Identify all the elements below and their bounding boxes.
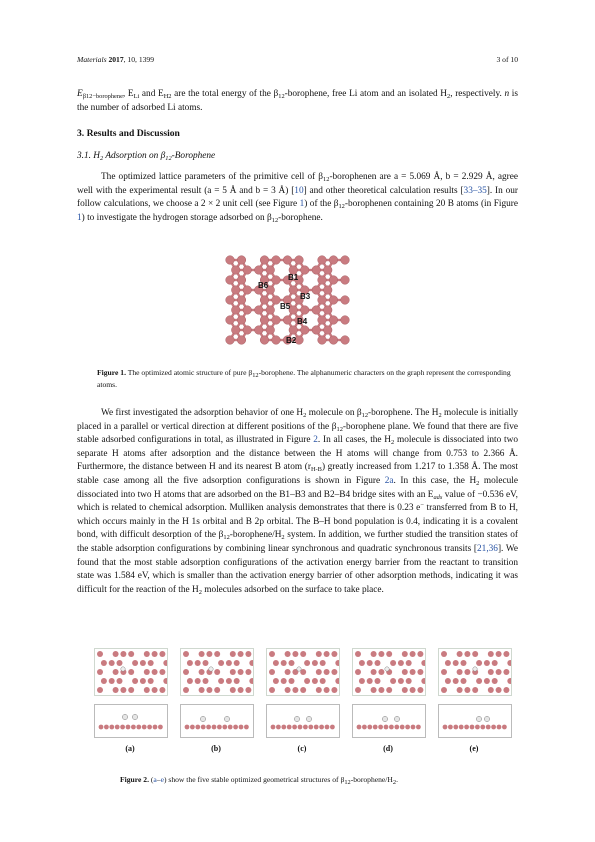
atom-label: B4: [297, 317, 308, 326]
figure-link[interactable]: 2a: [384, 475, 394, 486]
boron-atom: [312, 266, 321, 275]
boron-atom: [266, 266, 275, 275]
boron-atom: [243, 286, 252, 295]
boron-atom: [243, 266, 252, 275]
boron-atom: [289, 286, 298, 295]
boron-atom: [226, 296, 235, 305]
panel-label: (b): [211, 744, 221, 753]
boron-atom: [237, 256, 246, 265]
boron-atom: [226, 276, 235, 285]
boron-atom: [289, 326, 298, 335]
borophene-structure-image: [220, 252, 356, 352]
figure-2-panel: [438, 648, 510, 753]
figure-2-panel: [180, 648, 252, 753]
journal-year: 2017: [108, 55, 124, 64]
panel-label: (e): [469, 744, 479, 753]
figure-link[interactable]: e: [160, 775, 164, 784]
boron-atom: [243, 306, 252, 315]
atom-label: B3: [300, 292, 311, 301]
boron-atom: [231, 286, 240, 295]
figure-link[interactable]: a: [153, 775, 157, 784]
figure-link[interactable]: 1: [77, 212, 82, 223]
boron-atom: [318, 256, 327, 265]
figure-2-caption: Figure 2. (a–e) show the five stable optimized geometrical structures of $\beta_{12}-borophene/H_2$.: [120, 775, 399, 786]
boron-atom: [329, 296, 338, 305]
journal-name: Materials: [77, 55, 107, 64]
boron-atom: [231, 266, 240, 275]
boron-atom: [341, 276, 350, 285]
boron-atom: [318, 296, 327, 305]
boron-atom: [226, 316, 235, 325]
boron-atom: [283, 316, 292, 325]
side-view-image: [438, 704, 512, 738]
atom-label: B1: [288, 273, 299, 282]
boron-atom: [323, 326, 332, 335]
boron-atom: [312, 326, 321, 335]
top-view-image: [438, 648, 512, 696]
boron-atom: [341, 336, 350, 345]
boron-atom: [329, 316, 338, 325]
boron-atom: [295, 256, 304, 265]
panel-label: (d): [383, 744, 393, 753]
boron-atom: [323, 306, 332, 315]
boron-atom: [300, 326, 309, 335]
boron-atom: [318, 336, 327, 345]
boron-atom: [283, 256, 292, 265]
boron-atom: [323, 266, 332, 275]
boron-atom: [254, 326, 263, 335]
figure-2-panel: [266, 648, 338, 753]
side-view-image: [180, 704, 254, 738]
boron-atom: [272, 336, 281, 345]
ref-link[interactable]: 33–35: [463, 185, 487, 196]
boron-atom: [231, 326, 240, 335]
boron-atom: [254, 306, 263, 315]
panel-label: (a): [125, 744, 135, 753]
paragraph-adsorption: We first investigated the adsorption behavior of one $H_2$ molecule on $\beta_{12}$-borophene. The $H_2$ molecule is initially placed in a parallel or vertical direction at different positions of the $\beta_{12}$-borophene plane. We found that there are five stable adsorbed configurations in total, as illustrated in Figure 2. In all cases, the $H_2$ molecule is dissociated into two separate H atoms after adsorption and the distance between the H atoms will change from 0.753 to 2.366 Å. Furthermore, the distance between H and its nearest B atom $(r_{H-B})$ greatly increased from 1.217 to 1.358 Å. The most stable case among all the five adsorption configurations is shown in Figure 2a. In this case, the $H_2$ molecule dissociated into two H atoms that are adsorbed on the B1–B3 and B2–B4 bridge sites with an $E_{ads}$ value of −0.536 eV, which is related to chemical adsorption. Mulliken analysis demonstrates that there is 0.23 e− transferred from B to H, which occurs mainly in the H 1s orbital and B 2p orbital. The B–H bond population is 0.4, indicating it is a covalent bond, with difficult desorption of the $\beta_{12}-borophene/H_2$ system. In addition, we further studied the transition states of the stable adsorption configurations by combining linear synchronous and quadratic synchronous transits [21,36]. We found that the most stable adsorption configurations of the activation energy barrier from the reactant to transition state was 1.584 eV, which is smaller than the activation energy barrier of other adsorption methods, indicating it was difficult for the reaction of the $H_2$ molecules adsorbed on the surface to take place.: [77, 408, 519, 596]
boron-atom: [341, 256, 350, 265]
boron-atom: [329, 256, 338, 265]
boron-atom: [260, 296, 269, 305]
boron-atom: [272, 296, 281, 305]
boron-atom: [272, 316, 281, 325]
boron-atom: [260, 256, 269, 265]
ref-link[interactable]: 10: [294, 185, 304, 196]
figure-1-structure: [220, 252, 356, 352]
boron-atom: [323, 286, 332, 295]
boron-atom: [341, 296, 350, 305]
boron-atom: [237, 336, 246, 345]
boron-atom: [237, 316, 246, 325]
boron-atom: [329, 276, 338, 285]
journal-citation: [77, 55, 154, 64]
top-view-image: [352, 648, 426, 696]
boron-atom: [318, 276, 327, 285]
paragraph-lattice: The optimized lattice parameters of the primitive cell of $\beta_{12}$-borophenen are a = 5.069 Å, b = 2.929 Å, agree well with the experimental result (a = 5 Å and b = 3 Å) [10] and other theoretical calculation results [33–35]. In our follow calculations, we choose a 2 × 2 unit cell (see Figure 1) of the $\beta_{12}$-borophenen containing 20 B atoms (in Figure 1) to investigate the hydrogen storage adsorbed on $\beta_{12}$-borophene.: [77, 172, 519, 224]
boron-atom: [237, 296, 246, 305]
boron-atom: [329, 336, 338, 345]
boron-atom: [312, 286, 321, 295]
top-view-image: [180, 648, 254, 696]
subsection-heading: 3.1. $H_2$ Adsorption on $\beta_{12}$-Borophene: [77, 151, 216, 162]
boron-atom: [231, 306, 240, 315]
boron-atom: [254, 266, 263, 275]
boron-atom: [312, 306, 321, 315]
boron-atom: [341, 316, 350, 325]
boron-atom: [318, 316, 327, 325]
boron-atom: [237, 276, 246, 285]
panel-label: (c): [297, 744, 307, 753]
atom-label: B5: [280, 302, 291, 311]
page-header: [77, 55, 518, 64]
boron-atom: [272, 256, 281, 265]
atom-label: B2: [286, 336, 297, 345]
figure-link[interactable]: 1: [299, 199, 305, 210]
boron-atom: [226, 256, 235, 265]
intro-paragraph: $E_{\beta 12-borophene}$, $E_{Li}$ and $E_{H2}$ are the total energy of the $\beta_{12}$-borophene, free Li atom and an isolated $H_2$, respectively. n is the number of adsorbed Li atoms.: [77, 89, 518, 113]
boron-atom: [272, 276, 281, 285]
boron-atom: [260, 336, 269, 345]
atom-label: B6: [258, 281, 269, 290]
top-view-image: [94, 648, 168, 696]
side-view-image: [266, 704, 340, 738]
journal-volume: , 10, 1399: [123, 55, 154, 64]
boron-atom: [260, 316, 269, 325]
top-view-image: [266, 648, 340, 696]
side-view-image: [352, 704, 426, 738]
boron-atom: [266, 326, 275, 335]
boron-atom: [289, 306, 298, 315]
boron-atom: [300, 266, 309, 275]
figure-link[interactable]: 2: [313, 435, 318, 446]
ref-link[interactable]: 21,36: [477, 543, 498, 554]
section-heading: 3. Results and Discussion: [77, 128, 180, 139]
figure-2-panel: [94, 648, 166, 753]
boron-atom: [266, 306, 275, 315]
boron-atom: [300, 306, 309, 315]
side-view-image: [94, 704, 168, 738]
figure-2-panel: [352, 648, 424, 753]
boron-atom: [243, 326, 252, 335]
figure-1-caption: Figure 1. The optimized atomic structure of pure $\beta_{12}$-borophene. The alphanumeric characters on the graph represent the corresponding atoms.: [97, 368, 511, 389]
boron-atom: [226, 336, 235, 345]
page-number: 3 of 10: [496, 55, 518, 64]
